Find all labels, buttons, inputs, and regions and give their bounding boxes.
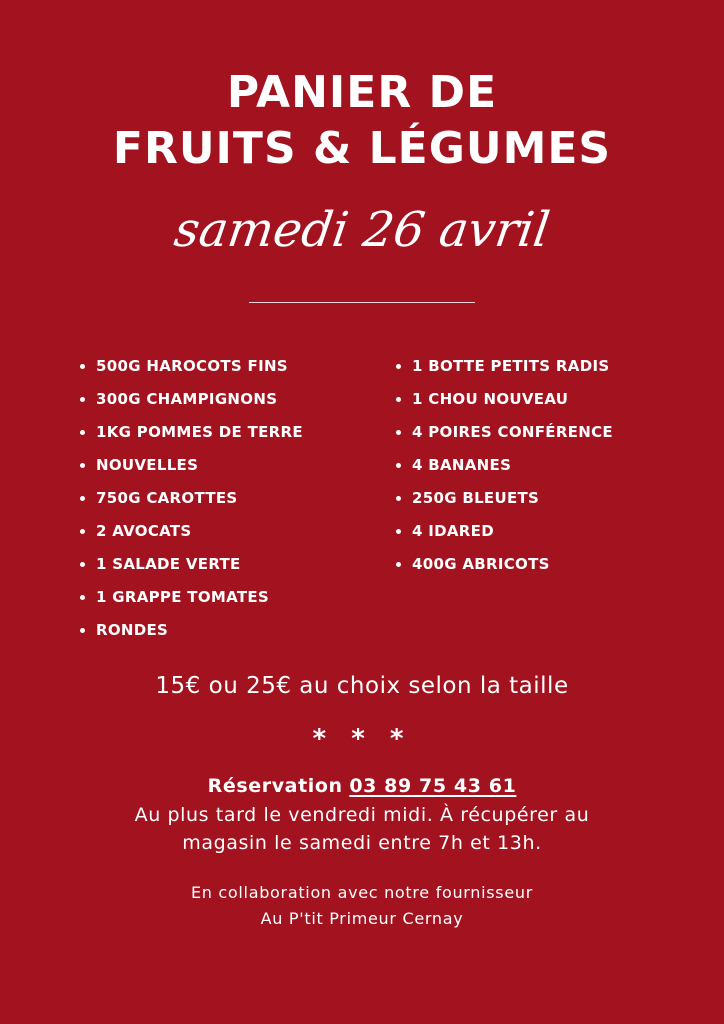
- list-item: 1 BOTTE PETITS RADIS: [396, 350, 696, 383]
- list-item: 500G HAROCOTS FINS: [80, 350, 335, 383]
- list-item: 1 CHOU NOUVEAU: [396, 383, 696, 416]
- title-line-1: PANIER DE: [226, 67, 498, 118]
- reservation-line: [0, 772, 724, 800]
- title-line-2: FRUITS & LÉGUMES: [112, 123, 612, 174]
- list-item: 4 IDARED: [396, 515, 696, 548]
- list-item: 4 POIRES CONFÉRENCE: [396, 416, 696, 449]
- reservation-phone-link[interactable]: 03 89 75 43 61: [349, 775, 517, 797]
- list-item: 1 GRAPPE TOMATES: [80, 581, 335, 614]
- reservation-label: Réservation: [207, 775, 343, 797]
- supplier-credit-line-1: En collaboration avec notre fournisseur: [190, 883, 534, 902]
- price-options: 15€ ou 25€ au choix selon la taille: [155, 673, 569, 699]
- basket-list-right: [396, 350, 696, 581]
- supplier-credit: [0, 880, 724, 932]
- list-item: 2 AVOCATS: [80, 515, 335, 548]
- date-script: samedi 26 avril: [170, 202, 554, 258]
- list-item: 1 SALADE VERTE: [80, 548, 335, 581]
- asterisk-separator: * * *: [312, 724, 412, 754]
- basket-list-left: [80, 350, 335, 647]
- list-item: 750G CAROTTES: [80, 482, 335, 515]
- reservation-details-line-2: magasin le samedi entre 7h et 13h.: [182, 832, 542, 854]
- list-item: 1KG POMMES DE TERRE: [80, 416, 335, 449]
- list-item: 250G BLEUETS: [396, 482, 696, 515]
- reservation-details: [0, 801, 724, 857]
- reservation-details-line-1: Au plus tard le vendredi midi. À récupérer au: [134, 804, 590, 826]
- list-item: NOUVELLES: [80, 449, 335, 482]
- supplier-credit-line-2: Au P'tit Primeur Cernay: [260, 909, 464, 928]
- list-item: RONDES: [80, 614, 335, 647]
- list-item: 300G CHAMPIGNONS: [80, 383, 335, 416]
- list-item: 4 BANANES: [396, 449, 696, 482]
- section-divider: [249, 302, 475, 303]
- list-item: 400G ABRICOTS: [396, 548, 696, 581]
